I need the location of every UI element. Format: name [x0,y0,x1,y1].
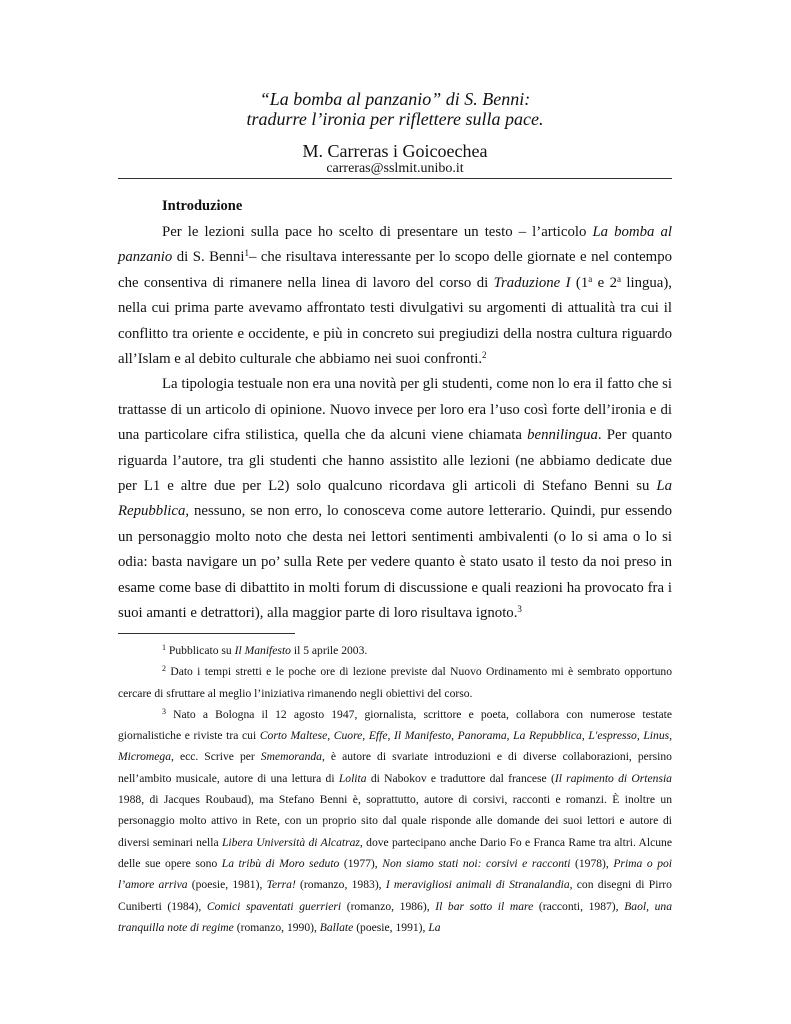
italic-text: Prima o poi l’amore arriva [118,856,673,892]
author-email: carreras@sslmit.unibo.it [326,161,464,176]
text-run: , con disegni di Pirro Cuniberti (1984), [118,878,672,913]
footnote-divider [118,633,295,634]
text-run: (romanzo, 1990), [233,920,320,934]
text-run: di Nabokov e traduttore dal francese ( [366,771,555,785]
italic-text: Corto Maltese, Cuore, Effe, Il Manifesto [259,729,452,743]
footnote-ref: a [617,273,621,284]
text-run: (racconti, 1987), [533,899,625,913]
text-run: lingua), nella cui prima parte avevamo affrontato testi divulgativi su argomenti di attualità tra cui il conflitto tra oriente e occidente, e più in concreto sui pregiudizi della nostra cultura riguardo all’Islam e al debito culturale che abbiamo nei suoi confronti. [118,274,672,368]
paragraph [118,372,672,626]
footnote-ref: 3 [517,604,522,615]
text-run: (poesie, 1981), [187,878,267,892]
text-run: La tipologia testuale non era una novità per gli studenti, come non lo era il fatto che si trattasse di un articolo di opinione. Nuovo invece per loro era l’uso così forte dell’ironia e di una particolare cifra stilistica, quella che da alcuni viene chiamata [118,376,672,444]
footnote-ref: 2 [482,350,487,361]
section-heading: Introduzione [162,198,243,214]
italic-text: Ballate [319,920,354,934]
italic-text: Non siamo stati noi: corsivi e racconti [382,856,571,870]
text-run: (1 [570,274,589,291]
italic-text: La [428,920,441,934]
italic-text: Smemoranda [260,750,322,764]
italic-text: I meravigliosi animali di Stranalandia [385,878,570,892]
text-run: (1978), [570,856,614,870]
text-run: Dato i tempi stretti e le poche ore di lezione previste dal Nuovo Ordinamento mi è sembrato opportuno cercare di sfruttare al meglio l’iniziativa rimanendo negli obiettivi del corso. [118,665,672,700]
text-run: 1988, di Jacques Roubaud), ma Stefano Benni è, soprattutto, autore di corsivi, racconti e romanzi. È inoltre un personaggio molto attivo in Rete, con un proprio sito dal quale risponde alle domande dei suoi lettori e autore di diversi seminari nella [118,793,672,849]
footnote-ref: 1 [162,643,166,652]
text-run: (romanzo, 1986), [341,899,436,913]
italic-text: La Repubblica, L'espresso, Linus, Micromega [118,729,673,764]
text-run: il 5 aprile 2003. [290,644,368,657]
italic-text: Terra! [266,878,296,892]
paragraph [118,220,672,372]
text-run: , dove partecipano anche Dario Fo e Franca Rame tra altri. Alcune delle sue opere sono [118,835,673,870]
footnote-ref: 1 [244,248,249,259]
body-text [118,220,672,627]
text-run: Per le lezioni sulla pace ho scelto di presentare un testo – l’articolo [162,224,593,240]
italic-text: Il bar sotto il mare [435,899,534,913]
italic-text: La tribù di Moro seduto [221,856,340,870]
text-run: Nato a Bologna il 12 agosto 1947, giornalista, scrittore e poeta, collabora con numerose testate giornalistiche e riviste tra cui [118,707,672,743]
italic-text: La Repubblica [118,478,672,520]
footnote-2 [118,661,672,704]
document-title-line-2: tradurre l’ironia per riflettere sulla pace. [246,109,544,129]
text-run: Pubblicato su [166,644,235,657]
text-run: , ecc. Scrive per [171,750,261,764]
footnotes [118,640,672,938]
text-run: , [506,729,514,743]
footnote-ref: 2 [162,664,166,674]
italic-text: La bomba al panzanio [118,224,672,266]
header-divider [118,178,672,179]
text-run: (romanzo, 1983), [295,878,386,892]
italic-text: Panorama [457,729,507,743]
italic-text: Il Manifesto [234,644,291,657]
text-run: , [451,729,458,743]
italic-text: Lolita [338,771,367,785]
author-name: M. Carreras i Goicoechea [302,141,488,161]
italic-text: Il rapimento di Ortensia [554,771,672,785]
footnote-ref: a [588,273,593,284]
text-run: (poesie, 1991), [353,920,429,934]
italic-text: Comici spaventati guerrieri [206,899,342,913]
text-run: di S. Benni [172,249,245,266]
document-title-line-1: “La bomba al panzanio” di S. Benni: [259,89,531,109]
text-run: , nessuno, se non erro, lo conosceva come autore letterario. Quindi, pur essendo un personaggio molto noto che desta nei lettori sentimenti ambivalenti (o lo si ama o lo si odia: basta navigare un po’ sulla Rete per vedere quanto è stato usato il testo da noi preso in esame come base di dibattito in molti forum di discussione e quali reazioni ha provocato fra i suoi amanti e detrattori), alla maggior parte di loro risultava ignoto. [118,503,672,622]
italic-text: Libera Università di Alcatraz [221,835,360,849]
text-run: – che risultava interessante per lo scopo delle giornate e nel contempo che consentiva di rimanere nella linea di lavoro del corso di [118,249,672,291]
italic-text: Baol, una tranquilla note di regime [118,899,672,934]
footnote-3 [118,704,672,938]
footnote-ref: 3 [162,706,166,716]
text-run: . Per quanto riguarda l’autore, tra gli studenti che hanno assistito alle lezioni (ne abbiamo dedicate due per L1 e altre due per L2) solo qualcuno ricordava gli articoli di Stefano Benni su [118,427,672,495]
italic-text: Traduzione I [493,274,571,291]
footnote-1 [118,640,672,661]
text-run: , è autore di svariate introduzioni e di diverse collaborazioni, persino nell’ambito musicale, autore di una lettura di [118,750,672,785]
text-run: e 2 [592,274,617,291]
text-run: (1977), [339,856,383,870]
italic-text: bennilingua [527,427,598,444]
